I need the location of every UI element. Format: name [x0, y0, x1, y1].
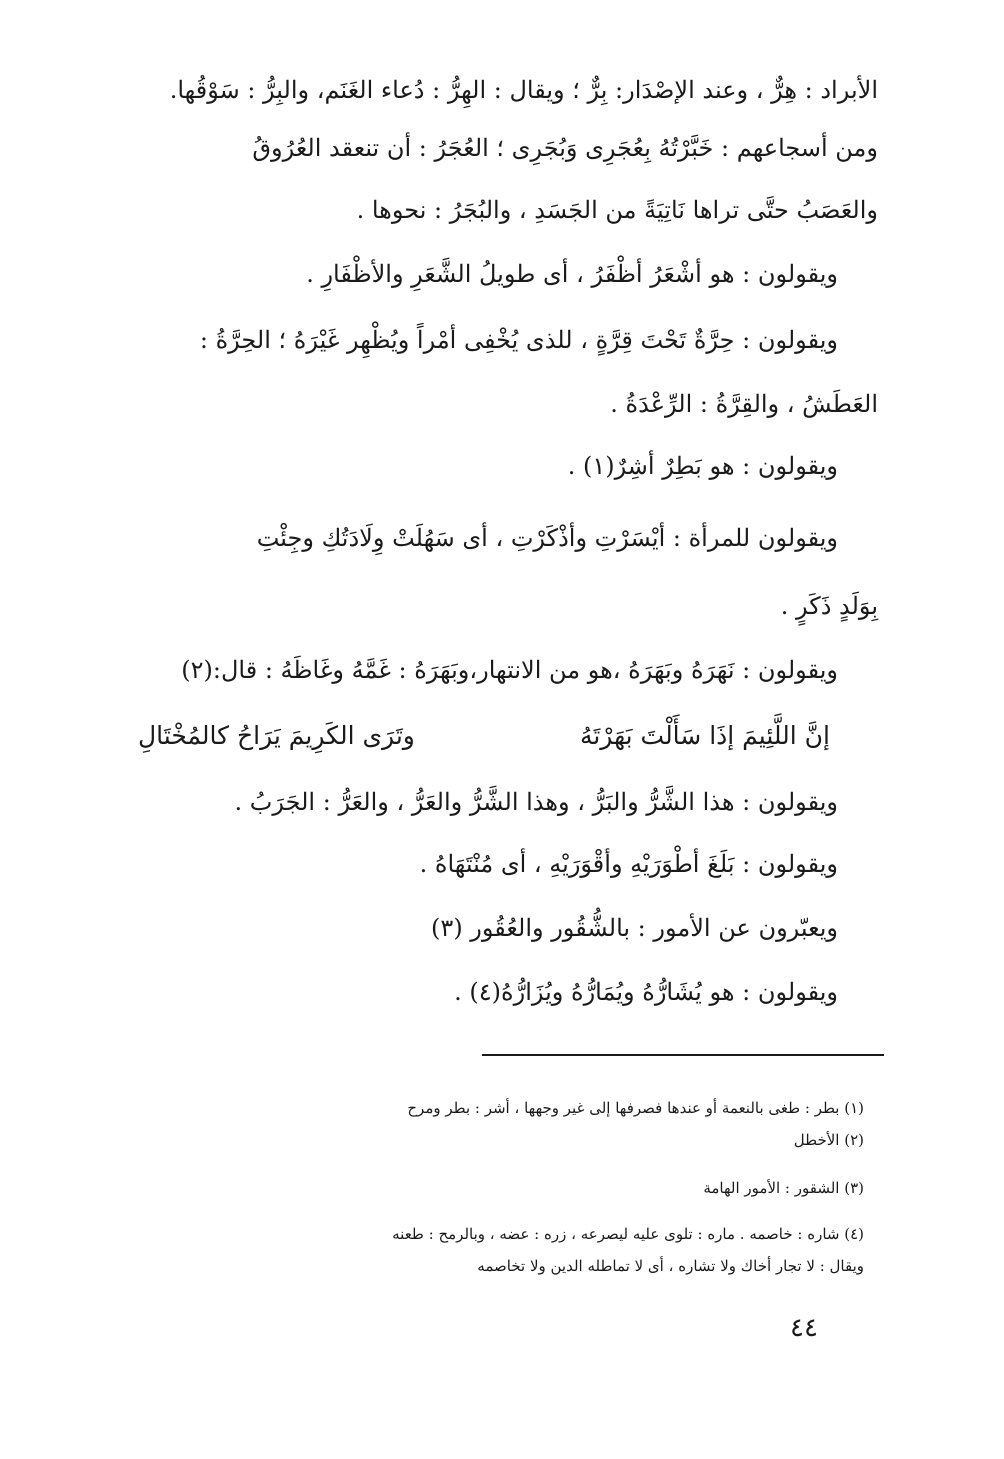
footnote-4-continued: ويقال : لا تجار أخاك ولا تشاره ، أى لا تماطله الدين ولا تخاصمه — [477, 1257, 864, 1275]
footnote-3: (٣) الشقور : الأمور الهامة — [703, 1179, 864, 1197]
verse-hemistich-right: إنَّ اللَّئِيمَ إذَا سَأَلْتَ بَهَرْتَهُ — [579, 721, 830, 750]
body-line-1: الأبراد : هِرٌّ ، وعند الإصْدَار: بِرٌّ ؛ ويقال : الهِرُّ : دُعاء الغَنَم، والبِرُّ : سَوْقُها. — [169, 76, 878, 104]
body-line-11: ويقولون : هذا الشَّرُّ والبَرُّ ، وهذا الشَّرُّ والعَرُّ ، والعَرُّ : الجَرَبُ . — [234, 788, 838, 816]
body-line-4: ويقولون : هو أشْعَرُ أظْفَرُ ، أى طويلُ الشَّعَرِ والأظْفَارِ . — [306, 260, 838, 288]
body-line-6: العَطَشُ ، والقِرَّةُ : الرِّعْدَةُ . — [610, 390, 878, 418]
body-line-9: بِوَلَدٍ ذَكَرٍ . — [780, 592, 878, 620]
footnote-2: (٢) الأخطل — [793, 1131, 864, 1149]
body-line-2: ومن أسجاعهم : خَبَّرْتُهُ بِعُجَرِى وَبُجَرِى ؛ العُجَرُ : أن تنعقد العُرُوقُ — [252, 134, 878, 162]
footnote-divider — [482, 1054, 884, 1056]
body-line-14: ويقولون : هو يُشَارُّهُ ويُمَارُّهُ ويُزَارُّهُ(٤) . — [454, 978, 838, 1006]
page-number: ٤٤ — [790, 1313, 818, 1343]
footnote-4: (٤) شاره : خاصمه . ماره : تلوى عليه ليصرعه ، زره : عضه ، وبالرمح : طعنه — [392, 1225, 864, 1243]
body-line-7: ويقولون : هو بَطِرٌ أشِرٌ(١) . — [567, 452, 838, 480]
body-line-8: ويقولون للمرأة : أيْسَرْتِ وأذْكَرْتِ ، أى سَهُلَتْ وِلَادَتُكِ وجِئْتِ — [256, 524, 838, 552]
verse-hemistich-left: وتَرَى الكَرِيمَ يَرَاحُ كالمُخْتَالِ — [138, 721, 415, 750]
body-line-12: ويقولون : بَلَغَ أطْوَرَيْهِ وأقْوَرَيْهِ ، أى مُنْتَهَاهُ . — [419, 850, 838, 878]
body-line-3: والعَصَبُ حتَّى تراها نَاتِيَةً من الجَسَدِ ، والبُجَرُ : نحوها . — [356, 196, 878, 224]
body-line-13: ويعبّرون عن الأمور : بالشُّقُور والعُقُور (٣) — [431, 914, 838, 942]
body-line-5: ويقولون : حِرَّةٌ تَحْتَ قِرَّةٍ ، للذى يُخْفِى أمْراً ويُظْهِر غَيْرَهُ ؛ الحِرَّةُ : — [199, 326, 838, 354]
footnote-1: (١) بطر : طغى بالنعمة أو عندها فصرفها إلى غير وجهها ، أشر : بطر ومرح — [407, 1099, 864, 1117]
body-line-10: ويقولون : نَهَرَهُ وبَهَرَهُ ،هو من الانتهار،وبَهَرَهُ : غَمَّهُ وغَاظَهُ : قال:(٢) — [181, 656, 838, 684]
